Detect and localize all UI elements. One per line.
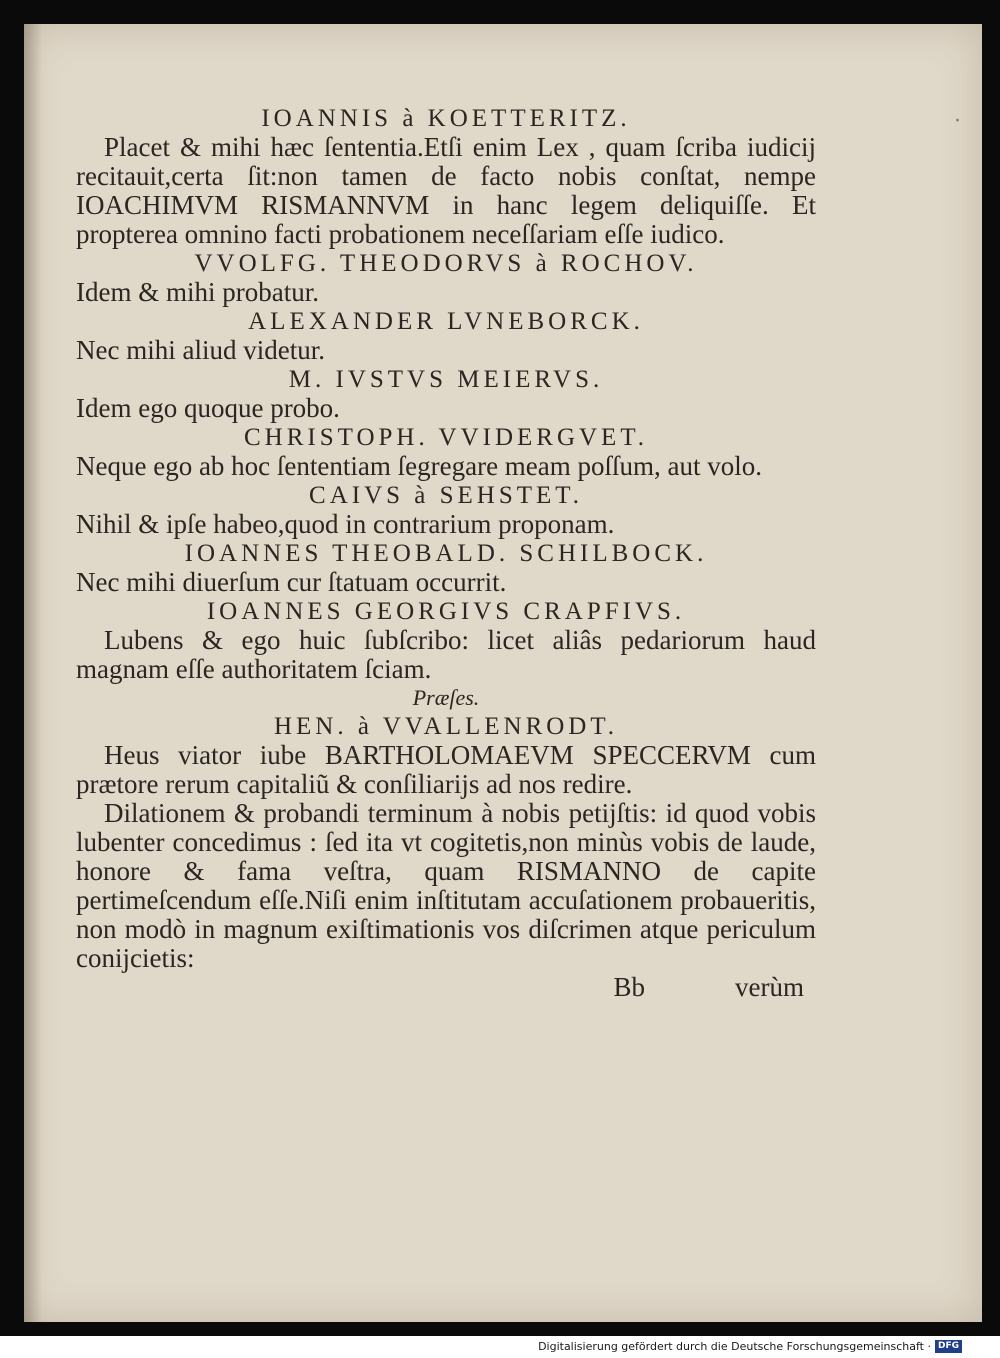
speaker-heading: CAIVS à SEHSTET. (309, 482, 583, 509)
speech-paragraph: Dilationem & probandi terminum à nobis petijſtis: id quod vobis lubenter concedimus : ſed ita vt cogitetis,non minùs vobis de laude, honore & fama veſtra, quam RISMANNO de capite pertimeſcendum eſſe.Niſi enim inſtitutam accuſationem probaueritis, non modò in magnum exiſtimationis vos diſcrimen atque periculum conijcietis: (76, 798, 816, 973)
role-heading: Præſes. (412, 685, 480, 710)
speaker-heading: CHRISTOPH. VVIDERGVET. (244, 424, 648, 451)
footer-text: Digitalisierung gefördert durch die Deutsche Forschungsgemeinschaft · (538, 1339, 931, 1353)
digitization-footer (538, 1336, 962, 1356)
speech-paragraph: Neque ego ab hoc ſententiam ſegregare meam poſſum, aut volo. (76, 451, 763, 481)
speaker-heading: IOANNES GEORGIVS CRAPFIVS. (206, 598, 686, 625)
speech-paragraph: Idem & mihi probatur. (76, 277, 319, 307)
bleed-mark: · (954, 109, 961, 134)
speaker-heading: IOANNES THEOBALD. SCHILBOCK. (184, 540, 708, 567)
page-footer-line (76, 973, 816, 1002)
speaker-heading: M. IVSTVS MEIERVS. (288, 366, 604, 393)
speech-paragraph: Nec mihi diuerſum cur ſtatuam occurrit. (76, 567, 507, 597)
speaker-heading: ALEXANDER LVNEBORCK. (248, 308, 644, 335)
dfg-logo: DFG (935, 1340, 962, 1353)
speech-paragraph: Idem ego quoque probo. (76, 393, 340, 423)
signature-mark: Bb (613, 972, 646, 1002)
speaker-heading: HEN. à VVALLENRODT. (273, 713, 619, 740)
speech-paragraph: Placet & mihi hæc ſententia.Etſi enim Lex , quam ſcriba iudicij recitauit,certa ſit:non tamen de facto nobis conſtat, nempe IOACHIMVM RISMANNVM in hanc legem deliquiſſe. Et propterea omnino facti probationem neceſſariam eſſe iudico. (76, 132, 816, 249)
speaker-heading: IOANNIS à KOETTERITZ. (261, 105, 631, 132)
speech-paragraph: Nihil & ipſe habeo,quod in contrarium proponam. (76, 509, 615, 539)
speaker-heading: VVOLFG. THEODORVS à ROCHOV. (194, 250, 698, 277)
speech-paragraph: Lubens & ego huic ſubſcribo: licet aliâs pedariorum haud magnam eſſe authoritatem ſciam. (76, 625, 816, 684)
page-text (76, 104, 816, 1002)
speech-paragraph: Nec mihi aliud videtur. (76, 335, 325, 365)
catchword: verùm (735, 972, 804, 1002)
speech-paragraph: Heus viator iube BARTHOLOMAEVM SPECCERVM cum prætore rerum capitaliũ & conſiliarijs ad nos redire. (76, 740, 816, 799)
book-page (24, 24, 982, 1322)
